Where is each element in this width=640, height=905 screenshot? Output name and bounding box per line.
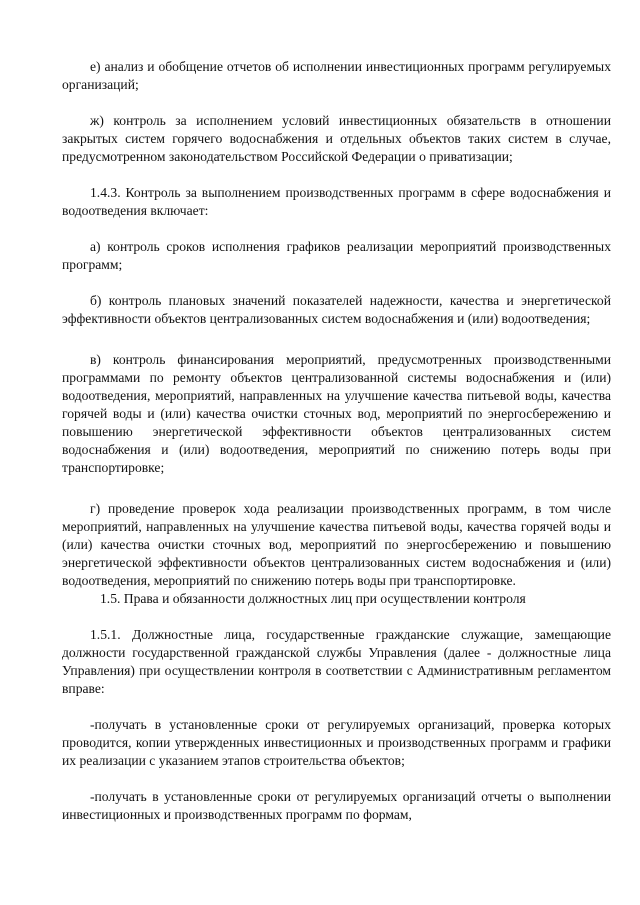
paragraph-zh: ж) контроль за исполнением условий инвестиционных обязательств в отношении закрытых систем горячего водоснабжения и отдельных объектов таких систем в случае, предусмотренном законодательством Российской Федерации о приватизации; <box>62 113 611 164</box>
paragraph-dash-2: -получать в установленные сроки от регулируемых организаций отчеты о выполнении инвестиционных и производственных программ по формам, <box>62 789 611 822</box>
paragraph-1-5-1: 1.5.1. Должностные лица, государственные гражданские служащие, замещающие должности государственной гражданской службы Управления (далее - должностные лица Управления) при осуществлении контроля в соответствии с Административным регламентом вправе: <box>62 627 611 696</box>
section-heading-1-5: 1.5. Права и обязанности должностных лиц при осуществлении контроля <box>100 591 526 606</box>
paragraph-v: в) контроль финансирования мероприятий, предусмотренных производственными программами по ремонту объектов централизованной системы водоснабжения и (или) водоотведения, мероприятий, направленных на улучшение качества питьевой воды, качества горячей воды и (или) качества очистки сточных вод, мероприятий по энергосбережению и повышению энергетической эффективности объектов централизованных систем водоснабжения и (или) водоотведения, мероприятий по снижению потерь воды при транспортировке; <box>62 352 611 475</box>
paragraph-a: а) контроль сроков исполнения графиков реализации мероприятий производственных программ; <box>62 239 611 272</box>
paragraph-dash-1: -получать в установленные сроки от регулируемых организаций, проверка которых проводится, копии утвержденных инвестиционных и производственных программ и графики их реализации с указанием этапов строительства объектов; <box>62 717 611 768</box>
paragraph-b: б) контроль плановых значений показателей надежности, качества и энергетической эффективности объектов централизованных систем водоснабжения и (или) водоотведения; <box>62 293 611 326</box>
paragraph-e: е) анализ и обобщение отчетов об исполнении инвестиционных программ регулируемых организаций; <box>62 59 611 92</box>
paragraph-1-4-3: 1.4.3. Контроль за выполнением производственных программ в сфере водоснабжения и водоотведения включает: <box>62 185 611 218</box>
document-page <box>62 58 611 824</box>
paragraph-g: г) проведение проверок хода реализации производственных программ, в том числе мероприятий, направленных на улучшение качества питьевой воды, качества горячей воды и (или) качества очистки сточных вод, мероприятий по энергосбережению и повышению энергетической эффективности объектов централизованных систем водоснабжения и (или) водоотведения, мероприятий по снижению потерь воды при транспортировке. <box>62 501 611 588</box>
